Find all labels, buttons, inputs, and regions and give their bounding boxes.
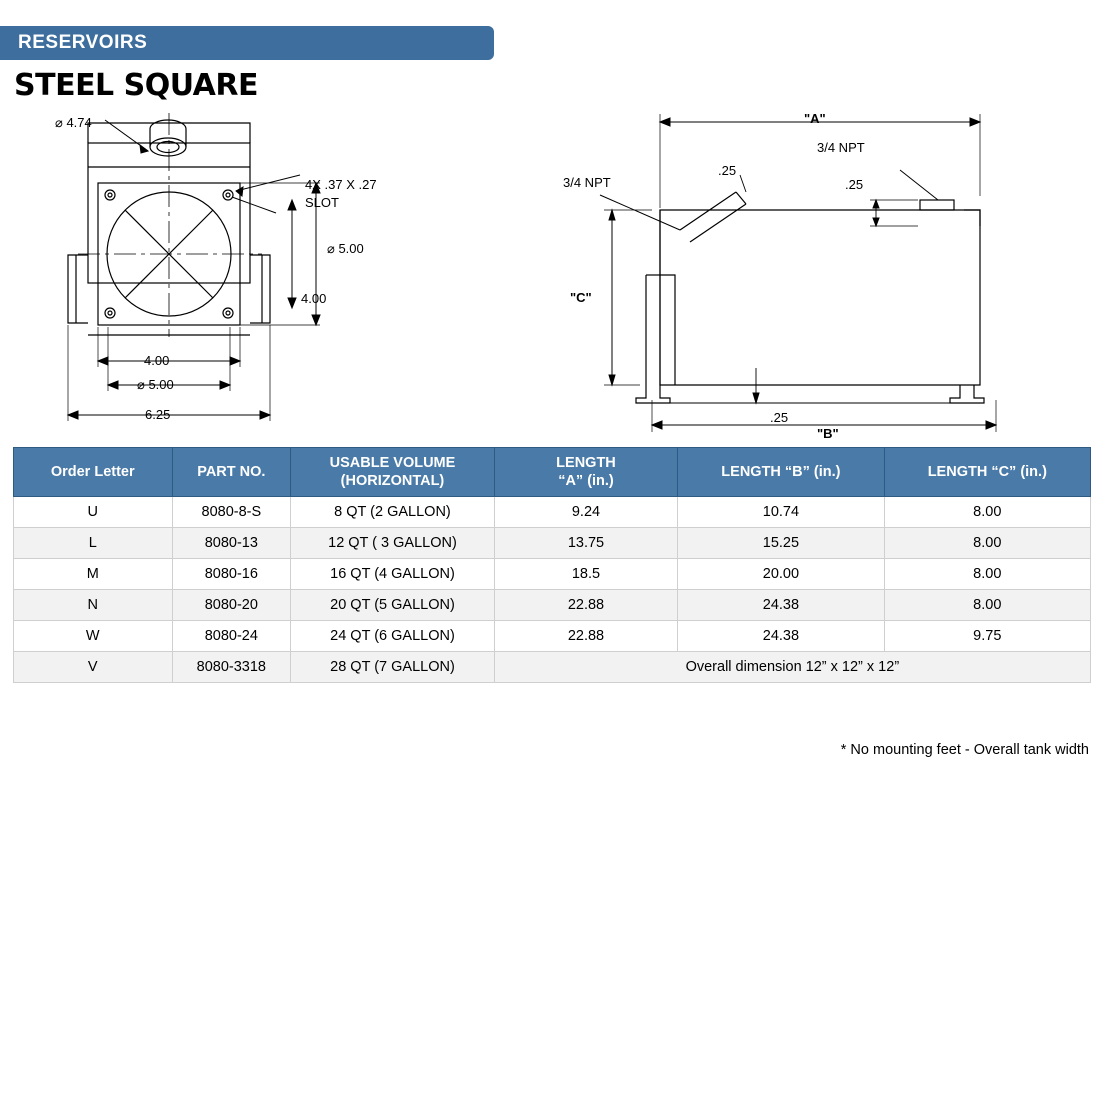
cell-length-b: 20.00 xyxy=(678,559,884,590)
section-tab-reservoirs xyxy=(0,26,494,60)
table-row xyxy=(14,528,1091,559)
cell-volume: 12 QT ( 3 GALLON) xyxy=(291,528,495,559)
column-header-order-letter: Order Letter xyxy=(14,448,173,497)
cell-volume: 28 QT (7 GALLON) xyxy=(291,652,495,683)
cell-length-c: 8.00 xyxy=(884,528,1090,559)
front-view-drawing xyxy=(20,105,440,455)
table-row xyxy=(14,497,1091,528)
label-dim-25-bottom: .25 xyxy=(770,410,789,425)
table-row xyxy=(14,559,1091,590)
cell-order-letter: W xyxy=(14,621,173,652)
table-footnote: * No mounting feet - Overall tank width xyxy=(840,742,1089,758)
spec-table xyxy=(13,447,1091,683)
column-header-length-a-line1: LENGTH xyxy=(556,455,616,471)
cell-length-a: 22.88 xyxy=(494,590,677,621)
table-row xyxy=(14,621,1091,652)
label-npt-left: 3/4 NPT xyxy=(563,175,611,190)
label-slot-note-line2: SLOT xyxy=(305,195,339,210)
cell-overall-dimension-note: Overall dimension 12” x 12” x 12” xyxy=(494,652,1090,683)
cell-part-no: 8080-20 xyxy=(172,590,291,621)
cell-length-a: 13.75 xyxy=(494,528,677,559)
table-row xyxy=(14,652,1091,683)
column-header-usable-volume-line1: USABLE VOLUME xyxy=(329,455,456,471)
cell-volume: 16 QT (4 GALLON) xyxy=(291,559,495,590)
table-row xyxy=(14,590,1091,621)
cell-part-no: 8080-8-S xyxy=(172,497,291,528)
cell-length-c: 9.75 xyxy=(884,621,1090,652)
cell-volume: 8 QT (2 GALLON) xyxy=(291,497,495,528)
cell-order-letter: V xyxy=(14,652,173,683)
label-dim-c: "C" xyxy=(570,290,592,305)
label-dim-25-top-right: .25 xyxy=(845,177,864,192)
label-dim-a: "A" xyxy=(804,111,826,126)
column-header-length-a-line2: “A” (in.) xyxy=(558,473,614,490)
cell-length-b: 15.25 xyxy=(678,528,884,559)
cell-length-b: 24.38 xyxy=(678,590,884,621)
cell-order-letter: N xyxy=(14,590,173,621)
column-header-usable-volume-line2: (HORIZONTAL) xyxy=(340,473,445,490)
label-dim-25-top-left: .25 xyxy=(718,163,737,178)
cell-length-b: 10.74 xyxy=(678,497,884,528)
cell-length-a: 9.24 xyxy=(494,497,677,528)
section-tab-label: RESERVOIRS xyxy=(18,32,148,53)
cell-order-letter: M xyxy=(14,559,173,590)
label-npt-right: 3/4 NPT xyxy=(817,140,865,155)
cell-length-b: 24.38 xyxy=(678,621,884,652)
cell-length-a: 22.88 xyxy=(494,621,677,652)
side-view-drawing xyxy=(540,100,1080,455)
column-header-length-a xyxy=(494,448,677,497)
label-dim-400-right: 4.00 xyxy=(301,291,327,306)
cell-volume: 24 QT (6 GALLON) xyxy=(291,621,495,652)
label-dim-400-bottom: 4.00 xyxy=(144,353,170,368)
cell-length-c: 8.00 xyxy=(884,497,1090,528)
table-header-row xyxy=(14,448,1091,497)
column-header-usable-volume xyxy=(291,448,495,497)
cell-part-no: 8080-16 xyxy=(172,559,291,590)
label-dim-b: "B" xyxy=(817,426,839,441)
cell-length-c: 8.00 xyxy=(884,590,1090,621)
label-dia-500-bottom: ⌀ 5.00 xyxy=(137,377,174,392)
page-title: STEEL SQUARE xyxy=(14,68,258,103)
column-header-part-no: PART NO. xyxy=(172,448,291,497)
column-header-length-b: LENGTH “B” (in.) xyxy=(678,448,884,497)
cell-volume: 20 QT (5 GALLON) xyxy=(291,590,495,621)
label-dim-625: 6.25 xyxy=(145,407,171,422)
column-header-length-c: LENGTH “C” (in.) xyxy=(884,448,1090,497)
label-dia-474: ⌀ 4.74 xyxy=(55,115,92,130)
label-dia-500-right: ⌀ 5.00 xyxy=(327,241,364,256)
cell-part-no: 8080-3318 xyxy=(172,652,291,683)
label-slot-note-line1: 4X .37 X .27 xyxy=(305,177,377,192)
cell-length-a: 18.5 xyxy=(494,559,677,590)
cell-part-no: 8080-24 xyxy=(172,621,291,652)
cell-part-no: 8080-13 xyxy=(172,528,291,559)
cell-length-c: 8.00 xyxy=(884,559,1090,590)
cell-order-letter: L xyxy=(14,528,173,559)
cell-order-letter: U xyxy=(14,497,173,528)
